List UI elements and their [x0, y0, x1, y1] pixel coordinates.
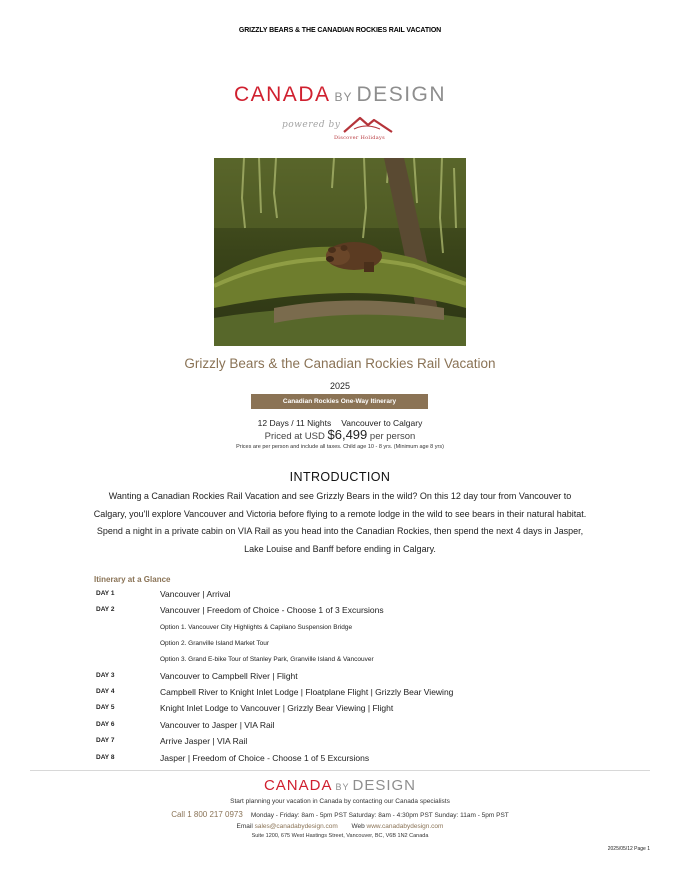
tour-route: Vancouver to Calgary — [341, 418, 423, 428]
footer-address: Suite 1200, 675 West Hastings Street, Vancouver, BC, V6B 1N2 Canada — [251, 833, 429, 839]
itinerary-desc: Vancouver to Jasper | VIA Rail — [160, 720, 275, 730]
logo-design: DESIGN — [356, 83, 447, 106]
price-prefix: Priced at USD — [264, 431, 325, 442]
powered-by-label: powered by — [282, 120, 341, 130]
web-label: Web — [351, 823, 365, 830]
itinerary-day: DAY 1 — [96, 590, 115, 597]
footer-logo-canada: CANADA — [263, 777, 333, 794]
footer-logo-by: BY — [335, 782, 350, 792]
price-amount: $6,499 — [327, 427, 368, 442]
email-link[interactable]: sales@canadabydesign.com — [254, 823, 338, 830]
powered-by-badge — [282, 114, 402, 146]
itinerary-heading: Itinerary at a Glance — [94, 575, 171, 584]
price-suffix: per person — [369, 431, 416, 442]
tour-duration: 12 Days / 11 Nights — [257, 418, 332, 428]
canada-by-design-logo — [0, 82, 680, 110]
page-header-title: GRIZZLY BEARS & THE CANADIAN ROCKIES RAIL VACATION — [238, 27, 442, 34]
introduction-heading: INTRODUCTION — [289, 470, 391, 484]
price-note: Prices are per person and include all taxes. Child age 10 - 8 yrs. (Minimum age 8 yrs) — [236, 444, 444, 450]
tour-year: 2025 — [329, 381, 351, 391]
itinerary-desc: Vancouver | Arrival — [160, 589, 231, 599]
logo-by: BY — [334, 90, 353, 104]
page-number: 2025/05/12 Page 1 — [607, 846, 650, 852]
footer-hours-line — [0, 810, 680, 819]
itinerary-type-badge: Canadian Rockies One-Way Itinerary — [251, 394, 428, 409]
itinerary-day: DAY 4 — [96, 688, 115, 695]
itinerary-option: Option 1. Vancouver City Highlights & Capilano Suspension Bridge — [160, 624, 353, 631]
itinerary-desc: Knight Inlet Lodge to Vancouver | Grizzly Bear Viewing | Flight — [160, 703, 394, 713]
itinerary-desc: Vancouver to Campbell River | Flight — [160, 671, 298, 681]
itinerary-day: DAY 2 — [96, 606, 115, 613]
tour-price-line — [0, 427, 680, 442]
itinerary-desc: Campbell River to Knight Inlet Lodge | Floatplane Flight | Grizzly Bear Viewing — [160, 687, 454, 697]
itinerary-day: DAY 8 — [96, 754, 115, 761]
itinerary-option: Option 3. Grand E-bike Tour of Stanley Park, Granville Island & Vancouver — [160, 656, 374, 663]
logo-canada: CANADA — [233, 83, 331, 106]
itinerary-desc: Arrive Jasper | VIA Rail — [160, 736, 248, 746]
footer-logo-design: DESIGN — [352, 777, 417, 794]
website-link[interactable]: www.canadabydesign.com — [366, 823, 444, 830]
footer-logo — [0, 776, 680, 797]
itinerary-day: DAY 7 — [96, 737, 115, 744]
call-phone-link[interactable]: Call 1 800 217 0973 — [171, 810, 243, 819]
grizzly-bear-illustration — [214, 158, 466, 346]
discover-holidays-brand: Discover Holidays — [334, 135, 385, 141]
itinerary-desc: Vancouver | Freedom of Choice - Choose 1 of 3 Excursions — [160, 605, 384, 615]
introduction-text: Wanting a Canadian Rockies Rail Vacation and see Grizzly Bears in the wild? On this 12 day tour from Vancouver to Calgary, you'll explore Vancouver and Victoria before flying to a remote lodge in the wild to see bears in their natural habitat. Spend a night in a private cabin on VIA Rail as you head into the Canadian Rockies, then spend the next 4 days in Jasper, Lake Louise and Banff before ending in Calgary. — [93, 491, 587, 554]
email-label: Email — [236, 823, 253, 830]
grizzly-bear-photo — [214, 158, 466, 346]
itinerary-option: Option 2. Granville Island Market Tour — [160, 640, 269, 647]
itinerary-day: DAY 6 — [96, 721, 115, 728]
itinerary-desc: Jasper | Freedom of Choice - Choose 1 of 5 Excursions — [160, 753, 370, 763]
footer-contact-line — [0, 823, 680, 830]
tour-title: Grizzly Bears & the Canadian Rockies Rail Vacation — [184, 356, 496, 371]
footer-divider — [30, 770, 650, 771]
footer-cta: Start planning your vacation in Canada by contacting our Canada specialists — [230, 798, 450, 805]
itinerary-day: DAY 5 — [96, 704, 115, 711]
itinerary-day: DAY 3 — [96, 672, 115, 679]
footer-hours: Monday - Friday: 8am - 5pm PST Saturday: 8am - 4:30pm PST Sunday: 11am - 5pm PST — [250, 812, 509, 819]
mountain-logo-icon — [340, 114, 396, 136]
